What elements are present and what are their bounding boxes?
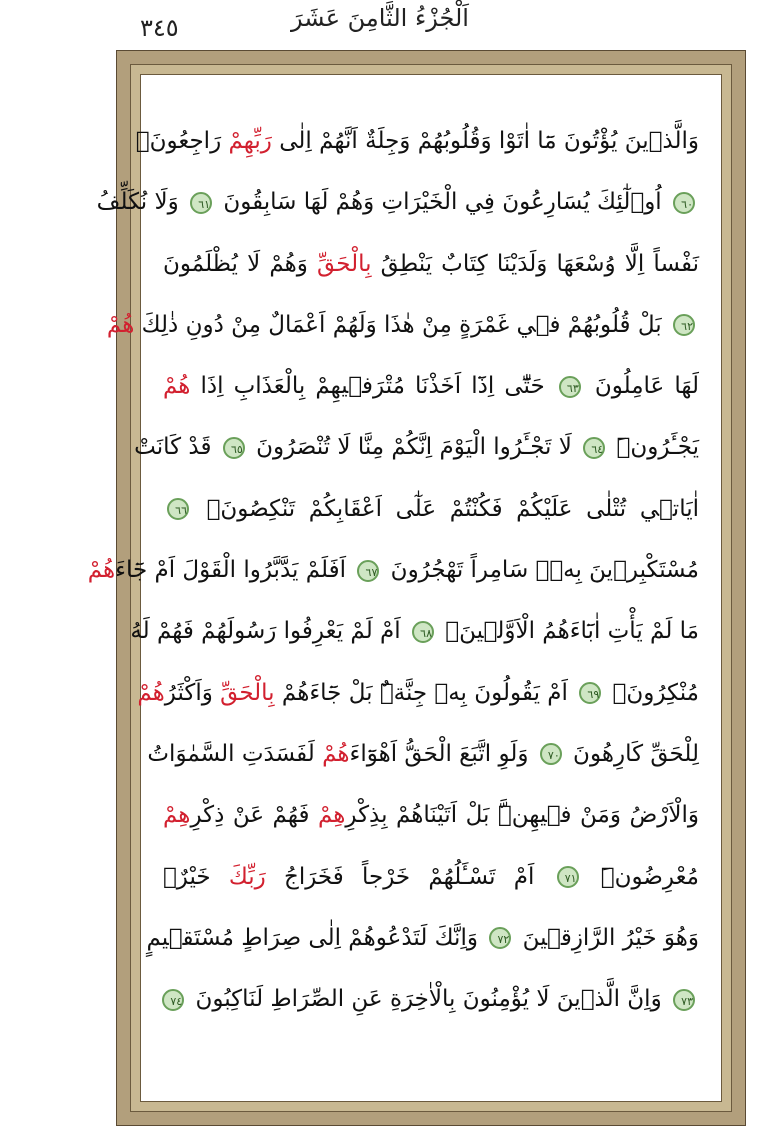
verse-text: وَهُوَ خَيْرُ الرَّازِق۪ينَ xyxy=(515,924,699,951)
verse-text: وَالَّذ۪ينَ يُؤْتُونَ مَٓا اٰتَوْا وَقُلُوبُهُمْ وَجِلَةٌ اَنَّهُمْ اِلٰى xyxy=(271,128,699,154)
verse-text: وَاِنَّكَ لَتَدْعُوهُمْ اِلٰى صِرَاطٍ مُسْتَق۪يمٍ xyxy=(146,924,486,951)
page-frame-outer xyxy=(87,50,746,1126)
verse-text: مَا لَمْ يَأْتِ اٰبَٓاءَهُمُ الْاَوَّل۪ينَۘ xyxy=(438,618,699,645)
highlighted-word: هُمْ xyxy=(137,679,165,706)
ayah-number-marker: ٧٠ xyxy=(540,743,562,765)
verse-text: لَفَسَدَتِ السَّمٰوَاتُ xyxy=(147,740,323,767)
highlighted-word: رَبِّهِمْ xyxy=(228,128,272,154)
verse-text: رَاجِعُونَۙ xyxy=(135,128,229,154)
juz-title: اَلْجُزْءُ الثَّامِنَ عَشَرَ xyxy=(291,4,469,32)
text-line xyxy=(87,540,699,601)
text-line xyxy=(163,479,699,540)
verse-text: خَيْرٌۗ xyxy=(163,863,229,890)
ayah-number-marker: ٧٣ xyxy=(673,989,695,1011)
text-line xyxy=(106,295,699,356)
ayah-number-marker: ٦١ xyxy=(190,192,212,214)
verse-text: لَهَا عَامِلُونَ xyxy=(584,373,699,400)
verse-text: مُعْرِضُونَۜ xyxy=(582,863,699,890)
highlighted-word: هِمْ xyxy=(163,802,191,829)
verse-text: فَهُمْ عَنْ ذِكْرِ xyxy=(190,802,318,829)
ayah-number-marker: ٧١ xyxy=(557,866,579,888)
highlighted-word: بِالْحَقِّ xyxy=(220,679,275,706)
verse-text: مُنْكِرُونَۘ xyxy=(605,679,699,706)
text-line xyxy=(147,724,699,785)
ayah-number-marker: ٦٨ xyxy=(412,621,434,643)
text-line xyxy=(134,417,699,478)
verse-text: وَاَكْثَرُ xyxy=(164,679,221,706)
ayah-number-marker: ٦٧ xyxy=(357,560,379,582)
ayah-number-marker: ٦٦ xyxy=(167,498,189,520)
verse-text: اَمْ لَمْ يَعْرِفُوا رَسُولَهُمْ فَهُمْ لَهُ xyxy=(130,618,408,645)
ayah-number-marker: ٦٣ xyxy=(559,376,581,398)
highlighted-word: بِالْحَقِّ xyxy=(317,250,372,277)
highlighted-word: رَبِّكَ xyxy=(228,863,266,890)
verse-text: نَفْساً اِلَّا وُسْعَهَا وَلَدَيْنَا كِتَابٌ يَنْطِقُ xyxy=(371,250,699,277)
page-header xyxy=(0,0,760,48)
text-line xyxy=(146,908,699,969)
text-line xyxy=(163,356,699,417)
text-line xyxy=(163,969,699,1030)
verse-text: وَاِنَّ الَّذ۪ينَ لَا يُؤْمِنُونَ بِالْاٰخِرَةِ عَنِ الصِّرَاطِ لَنَاكِبُونَ xyxy=(188,986,669,1013)
page-number: ٣٤٥ xyxy=(140,14,179,42)
ayah-number-marker: ٦٢ xyxy=(673,314,695,336)
ayah-number-marker: ٦٩ xyxy=(579,682,601,704)
text-line xyxy=(130,601,699,662)
text-line xyxy=(163,234,699,295)
highlighted-word: هُمْ xyxy=(322,740,350,767)
verse-text: وَالْاَرْضُ وَمَنْ ف۪يهِنَّۜ بَلْ اَتَيْنَاهُمْ بِذِكْرِ xyxy=(345,802,700,829)
verse-text: اَمْ تَسْـَٔلُهُمْ خَرْجاً فَخَرَاجُ xyxy=(265,863,553,890)
verse-text: قَدْ كَانَتْ xyxy=(134,434,219,461)
highlighted-word: هِمْ xyxy=(317,802,346,829)
verse-text: وَهُمْ لَا يُظْلَمُونَ xyxy=(163,250,318,277)
text-line xyxy=(163,847,699,908)
text-line xyxy=(163,785,699,846)
highlighted-word: هُمْ xyxy=(87,557,116,584)
text-line xyxy=(137,663,699,724)
verse-text: لِلْحَقِّ كَارِهُونَ xyxy=(565,740,699,767)
verse-text: مُسْتَكْبِر۪ينَ بِه۪ۗ سَامِراً تَهْجُرُونَ xyxy=(383,557,699,584)
ayah-number-marker: ٦٥ xyxy=(223,437,245,459)
ayah-number-marker: ٦٤ xyxy=(583,437,605,459)
verse-text: لَا تَجْـَٔرُوا الْيَوْمَ اِنَّكُمْ مِنَّا لَا تُنْصَرُونَ xyxy=(248,434,580,461)
ayah-number-marker: ٦٠ xyxy=(673,192,695,214)
verse-text: اَفَلَمْ يَدَّبَّرُوا الْقَوْلَ اَمْ جَٓاءَ xyxy=(115,557,354,584)
ayah-number-marker: ٧٤ xyxy=(162,989,184,1011)
ayah-number-marker: ٧٢ xyxy=(489,927,511,949)
verse-text: اٰيَات۪ي تُتْلٰى عَلَيْكُمْ فَكُنْتُمْ عَلٰٓى اَعْقَابِكُمْ تَنْكِصُونَۙ xyxy=(193,495,699,522)
verse-text: وَلَوِ اتَّبَعَ الْحَقُّ اَهْوَٓاءَ xyxy=(349,740,536,767)
text-line xyxy=(135,111,699,172)
verse-text: بَلْ قُلُوبُهُمْ ف۪ي غَمْرَةٍ مِنْ هٰذَا وَلَهُمْ اَعْمَالٌ مِنْ دُونِ ذٰلِكَ xyxy=(134,311,669,338)
text-line xyxy=(96,172,699,233)
verse-text: وَلَا نُكَلِّفُ xyxy=(96,189,187,216)
highlighted-word: هُمْ xyxy=(106,311,135,338)
quran-text-area xyxy=(87,111,700,1081)
verse-text: يَجْـَٔرُونَۜ xyxy=(609,434,699,461)
verse-text: اُو۬لٰٓئِكَ يُسَارِعُونَ فِي الْخَيْرَاتِ وَهُمْ لَهَا سَابِقُونَ xyxy=(216,189,669,216)
verse-text: حَتّٰٓى اِذَٓا اَخَذْنَا مُتْرَف۪يهِمْ بِالْعَذَابِ اِذَا xyxy=(190,373,555,400)
page-frame-inner xyxy=(87,74,722,1102)
page-frame-middle xyxy=(87,64,732,1112)
verse-text: اَمْ يَقُولُونَ بِه۪ جِنَّةٌۜ بَلْ جَٓاءَهُمْ xyxy=(274,679,576,706)
highlighted-word: هُمْ xyxy=(163,373,191,400)
